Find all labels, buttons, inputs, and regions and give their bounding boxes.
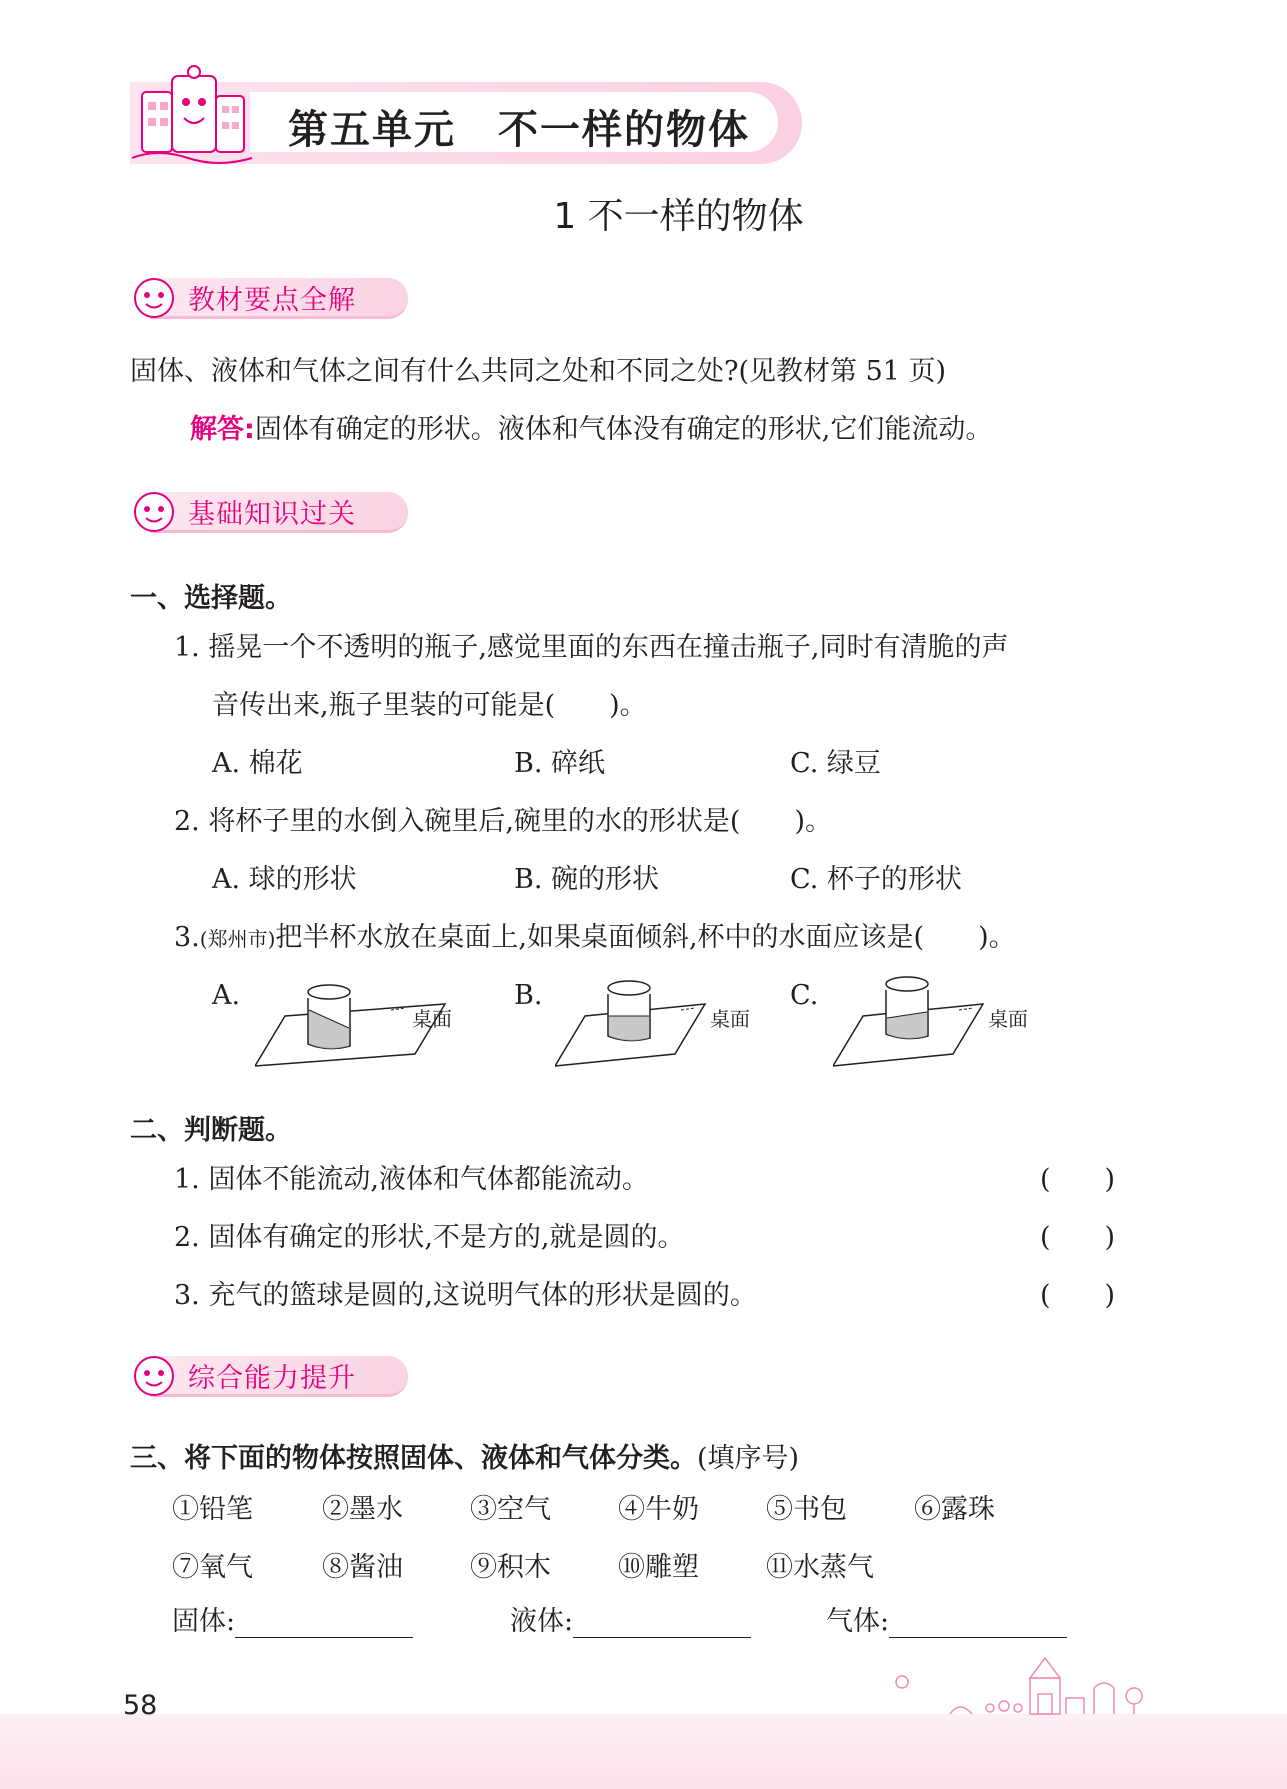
item-7: ⑦氧气 [172, 1552, 253, 1583]
judge-item-1: 1. 固体不能流动,液体和气体都能流动。 [174, 1164, 649, 1195]
item-3: ③空气 [470, 1494, 551, 1525]
footer-band [0, 1714, 1287, 1789]
q3-number: 3. [174, 922, 200, 953]
q1-option-a: A. 棉花 [212, 748, 303, 779]
q3-option-a: A. [212, 980, 241, 1011]
blank-gas-label: 气体: [826, 1606, 890, 1637]
section-key-points [130, 274, 410, 318]
desk-label-b: 桌面 [710, 1007, 750, 1031]
cartoon-face-icon [130, 488, 178, 534]
desk-label-a: 桌面 [412, 1007, 452, 1031]
section-basic-label: 基础知识过关 [188, 499, 356, 530]
q1-option-b: B. 碎纸 [514, 748, 606, 779]
blank-gas-line[interactable] [889, 1611, 1067, 1638]
item-6: ⑥露珠 [914, 1494, 995, 1525]
building-cartoon-icon [128, 62, 258, 172]
item-10: ⑩雕塑 [618, 1552, 699, 1583]
judge-bracket-1: ( ) [1040, 1164, 1116, 1195]
item-11: ⑪水蒸气 [766, 1552, 874, 1583]
blank-liquid-line[interactable] [573, 1611, 751, 1638]
castle-decoration-icon [880, 1648, 1180, 1720]
q2-option-a: A. 球的形状 [212, 864, 357, 895]
blank-gas [826, 1606, 1067, 1638]
part1-heading: 一、选择题。 [130, 583, 292, 614]
cartoon-face-icon [130, 274, 178, 320]
item-1: ①铅笔 [172, 1494, 253, 1525]
section-basic [130, 488, 410, 532]
q1-line2: 音传出来,瓶子里装的可能是( )。 [212, 690, 647, 721]
blank-solid-label: 固体: [172, 1606, 236, 1637]
q3-text [174, 922, 1016, 954]
section-advanced [130, 1352, 410, 1396]
section-key-points-label: 教材要点全解 [188, 285, 356, 316]
key-question: 固体、液体和气体之间有什么共同之处和不同之处?(见教材第 51 页) [130, 356, 947, 387]
q2-text: 2. 将杯子里的水倒入碗里后,碗里的水的形状是( )。 [174, 806, 832, 837]
unit-title: 第五单元 不一样的物体 [288, 107, 750, 153]
part2-heading: 二、判断题。 [130, 1115, 292, 1146]
judge-item-2: 2. 固体有确定的形状,不是方的,就是圆的。 [174, 1222, 685, 1253]
cartoon-face-icon [130, 1352, 178, 1398]
item-5: ⑤书包 [766, 1494, 847, 1525]
q1-option-c: C. 绿豆 [790, 748, 881, 779]
judge-bracket-2: ( ) [1040, 1222, 1116, 1253]
answer-text: 固体有确定的形状。液体和气体没有确定的形状,它们能流动。 [254, 414, 993, 445]
blank-liquid [510, 1606, 751, 1638]
item-8: ⑧酱油 [322, 1552, 403, 1583]
key-answer [190, 414, 992, 446]
q2-option-c: C. 杯子的形状 [790, 864, 962, 895]
judge-bracket-3: ( ) [1040, 1280, 1116, 1311]
blank-solid [172, 1606, 413, 1638]
lesson-title: 1 不一样的物体 [553, 196, 804, 237]
answer-label: 解答: [190, 414, 255, 445]
q1-line1: 1. 摇晃一个不透明的瓶子,感觉里面的东西在撞击瓶子,同时有清脆的声 [174, 632, 1009, 663]
judge-item-3: 3. 充气的篮球是圆的,这说明气体的形状是圆的。 [174, 1280, 757, 1311]
page-number: 58 [123, 1690, 158, 1721]
q3-source: (郑州市) [199, 927, 276, 951]
q3-option-c: C. [790, 980, 819, 1011]
q2-option-b: B. 碗的形状 [514, 864, 660, 895]
item-9: ⑨积木 [470, 1552, 551, 1583]
section-advanced-label: 综合能力提升 [188, 1363, 356, 1394]
part3-heading-text: 三、将下面的物体按照固体、液体和气体分类。 [130, 1443, 697, 1474]
blank-liquid-label: 液体: [510, 1606, 574, 1637]
blank-solid-line[interactable] [235, 1611, 413, 1638]
q3-body: 把半杯水放在桌面上,如果桌面倾斜,杯中的水面应该是( )。 [275, 922, 1016, 953]
desk-label-c: 桌面 [988, 1007, 1028, 1031]
item-2: ②墨水 [322, 1494, 403, 1525]
part3-note: (填序号) [697, 1443, 800, 1474]
item-4: ④牛奶 [618, 1494, 699, 1525]
q3-option-b: B. [514, 980, 543, 1011]
part3-heading [130, 1436, 799, 1475]
